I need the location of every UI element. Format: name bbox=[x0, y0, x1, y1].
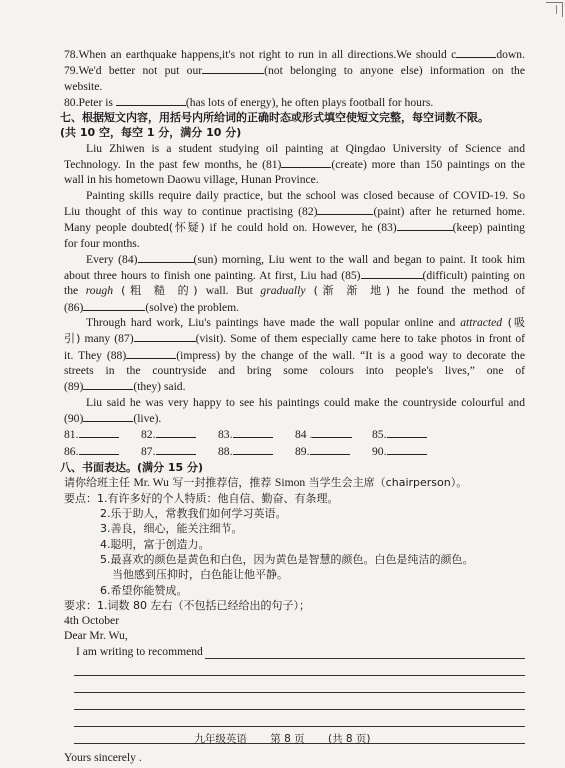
corner-crop-mark bbox=[546, 2, 563, 17]
section-8-point-1: 要点：1.有许多好的个人特质：他自信、勤奋、有条理。 bbox=[64, 491, 339, 505]
section-8-point-5: 5.最喜欢的颜色是黄色和白色，因为黄色是智慧的颜色。白色是纯洁的颜色。 bbox=[100, 552, 474, 566]
answer-86[interactable]: 86. bbox=[64, 443, 141, 460]
writing-line-3[interactable] bbox=[74, 693, 525, 710]
answer-82[interactable]: 82. bbox=[141, 426, 218, 443]
passage-p2-l2: Liu thought of this way to continue practising (82) (paint) after he returned home. bbox=[64, 204, 525, 218]
passage-p1-l3: wall in his hometown Daowu village, Hunan Province. bbox=[64, 173, 319, 187]
section-8-point-6: 6.希望你能赞成。 bbox=[100, 583, 188, 597]
answer-83[interactable]: 83. bbox=[218, 426, 295, 443]
answer-row-1 bbox=[64, 426, 525, 443]
section-8-point-3: 3.善良，细心，能关注细节。 bbox=[100, 522, 243, 536]
question-79-line2: website. bbox=[64, 79, 103, 93]
answer-88[interactable]: 88. bbox=[218, 443, 295, 460]
answer-84[interactable]: 84 . bbox=[295, 426, 372, 443]
letter-closing: Yours sincerely . bbox=[64, 750, 142, 764]
passage-p3-l3: the rough (粗 糙 的) wall. But gradually (渐 渐 地) he found the method of bbox=[64, 284, 525, 298]
passage-p3-l4: (86) (solve) the problem. bbox=[64, 300, 240, 314]
writing-line-1[interactable] bbox=[74, 659, 525, 676]
question-78: 78.When an earthquake happens,it's not right to run in all directions.We should c down. bbox=[64, 48, 525, 61]
passage-p4-l4: streets in the countryside and bring some colours into people's lives,” one of bbox=[64, 363, 525, 377]
letter-opening: I am writing to recommend bbox=[64, 644, 525, 659]
section-7-scoring: (共 10 空，每空 1 分，满分 10 分) bbox=[60, 126, 242, 140]
footer-subject: 九年级英语 bbox=[194, 733, 247, 745]
footer-total: (共 8 页) bbox=[327, 733, 371, 745]
question-80: 80.Peter is (has lots of energy), he often plays football for hours. bbox=[64, 95, 434, 109]
section-8-point-5-cont: 当他感到压抑时，白色能让他平静。 bbox=[112, 568, 288, 582]
answer-85[interactable]: 85. bbox=[372, 426, 449, 443]
answer-81[interactable]: 81. bbox=[64, 426, 141, 443]
passage-p4-l1: Through hard work, Liu's paintings have made the wall popular online and attracted (吸 bbox=[86, 316, 525, 330]
passage-p3-l2: about three hours to finish one painting. At first, Liu had (85) (difficult) painting on bbox=[64, 269, 525, 283]
footer-page: 第 8 页 bbox=[270, 733, 305, 745]
section-8-requirement: 要求：1.词数 80 左右（不包括已经给出的句子）； bbox=[64, 598, 310, 612]
question-79-line1: 79.We'd better not put our (not belonging to anyone else) information on the bbox=[64, 64, 525, 78]
passage-p3-l1: Every (84) (sun) morning, Liu went to the wall and began to paint. It took him bbox=[86, 252, 525, 266]
passage-p4-l2: 引) many (87) (visit). Some of them especially came here to take photos in front of bbox=[64, 332, 526, 346]
section-8-point-4: 4.聪明，富于创造力。 bbox=[100, 537, 210, 551]
passage-p2-l4: for four months. bbox=[64, 236, 140, 250]
section-8-heading: 八、书面表达。(满分 15 分) bbox=[60, 461, 204, 475]
section-7-heading: 七、根据短文内容，用括号内所给词的正确时态或形式填空使短文完整，每空词数不限。 bbox=[60, 111, 489, 125]
answer-90[interactable]: 90. bbox=[372, 443, 449, 460]
page-footer bbox=[0, 731, 565, 746]
passage-p1-l2: Technology. In the past few months, he (81) (create) more than 150 paintings on the bbox=[64, 158, 525, 172]
passage-p5-l1: Liu said he was very happy to see his paintings could make the countryside colourful and bbox=[86, 395, 525, 409]
passage-p4-l5: (89) (they) said. bbox=[64, 380, 186, 394]
answer-89[interactable]: 89. bbox=[295, 443, 372, 460]
answer-row-2 bbox=[64, 443, 525, 460]
passage-p1-l1: Liu Zhiwen is a student studying oil painting at Qingdao University of Science and bbox=[86, 141, 525, 155]
passage-p2-l3: Many people doubted(怀疑) if he could hold on. However, he (83) (keep) painting bbox=[64, 221, 525, 235]
writing-line-4[interactable] bbox=[74, 710, 525, 727]
passage-p4-l3: it. They (88) (impress) by the change of the wall. “It is a good way to decorate the bbox=[64, 348, 525, 362]
letter-date: 4th October bbox=[64, 614, 120, 628]
passage-p5-l2: (90) (live). bbox=[64, 411, 162, 425]
section-8-instruction: 请你给班主任 Mr. Wu 写一封推荐信，推荐 Simon 当学生会主席（chairperson）。 bbox=[64, 476, 468, 490]
letter-salutation: Dear Mr. Wu, bbox=[64, 629, 128, 643]
passage-p2-l1: Painting skills require daily practice, but the school was closed because of COVID-19. So bbox=[86, 188, 525, 202]
writing-line-2[interactable] bbox=[74, 676, 525, 693]
writing-line-0[interactable] bbox=[205, 647, 525, 659]
answer-87[interactable]: 87. bbox=[141, 443, 218, 460]
section-8-point-2: 2.乐于助人，常教我们如何学习英语。 bbox=[100, 507, 287, 521]
